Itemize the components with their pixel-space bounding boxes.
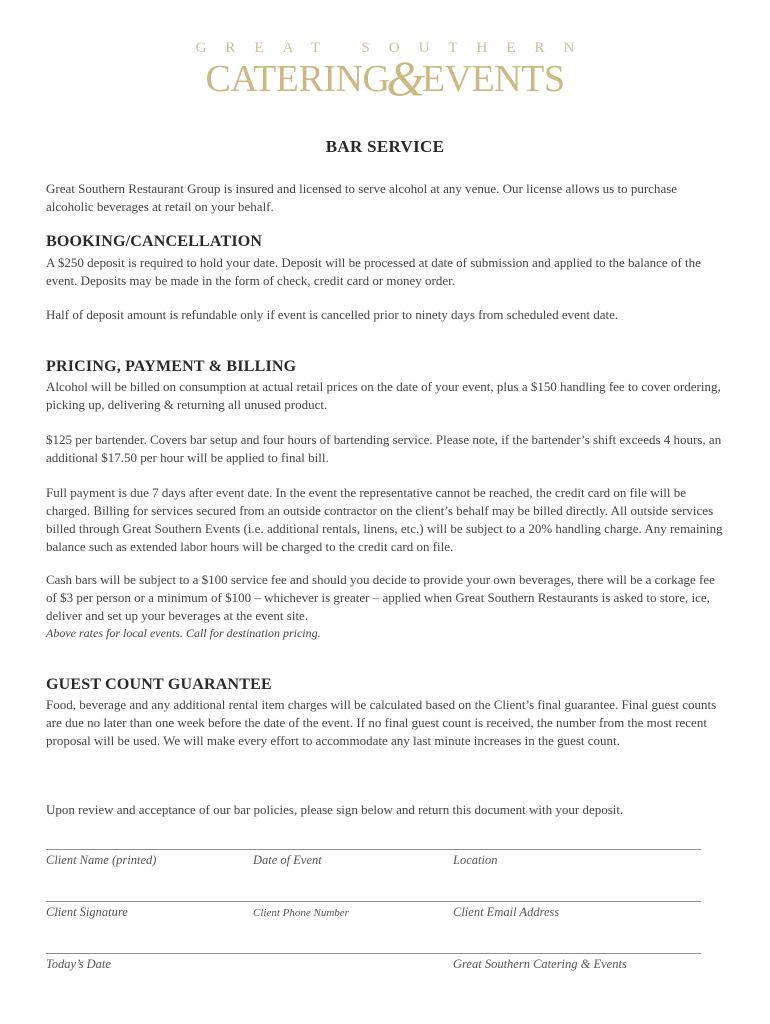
- logo-right-text: EVENTS: [421, 58, 565, 100]
- booking-heading: BOOKING/CANCELLATION: [46, 233, 263, 250]
- signature-line-row-3: [46, 953, 701, 954]
- pricing-note: Above rates for local events. Call for destination pricing.: [46, 626, 321, 640]
- client-signature-label: Client Signature: [46, 905, 128, 919]
- logo-left-text: CATERING: [205, 58, 390, 100]
- location-label: Location: [453, 853, 498, 867]
- booking-paragraph-2: Half of deposit amount is refundable only if event is cancelled prior to ninety days from scheduled event date.: [46, 307, 619, 322]
- client-phone-label: Client Phone Number: [253, 907, 349, 919]
- guest-heading: GUEST COUNT GUARANTEE: [46, 676, 272, 693]
- signature-line-row-2: [46, 901, 701, 902]
- booking-paragraph-1: A $250 deposit is required to hold your date. Deposit will be processed at date of submission and applied to the balance of the event. Deposits may be made in the form of check, credit card or money order.: [46, 255, 701, 288]
- date-of-event-label: Date of Event: [253, 853, 322, 867]
- pricing-paragraph-4: Cash bars will be subject to a $100 service fee and should you decide to provide your own beverages, there will be a corkage fee of $3 per person or a minimum of $100 – whichever is greater – applied when Great Southern Restaurants is asked to store, ice, deliver and set up your beverages at the event site.: [46, 572, 715, 623]
- acceptance-text: Upon review and acceptance of our bar policies, please sign below and return this document with your deposit.: [46, 802, 624, 817]
- pricing-heading: PRICING, PAYMENT & BILLING: [46, 358, 297, 375]
- guest-paragraph-1: Food, beverage and any additional rental item charges will be calculated based on the Client’s final guarantee. Final guest counts are due no later than one week before the date of the event. If no final guest count is received, the number from the most recent proposal will be used. We will make every effort to accommodate any last minute increases in the guest count.: [46, 697, 717, 748]
- client-name-label: Client Name (printed): [46, 853, 157, 867]
- pricing-paragraph-2: $125 per bartender. Covers bar setup and four hours of bartending service. Please note, if the bartender’s shift exceeds 4 hours, an additional $17.50 per hour will be applied to final bill.: [46, 432, 722, 465]
- logo-top-text: GREAT SOUTHERN: [195, 40, 594, 56]
- pricing-paragraph-1: Alcohol will be billed on consumption at actual retail prices on the date of your event, plus a $150 handling fee to cover ordering, picking up, delivering & returning all unused product.: [46, 379, 721, 412]
- page-title: BAR SERVICE: [325, 137, 445, 156]
- logo-ampersand: &: [386, 50, 425, 106]
- company-logo: [0, 38, 770, 106]
- pricing-paragraph-3: Full payment is due 7 days after event date. In the event the representative cannot be reached, the credit card on file will be charged. Billing for services secured from an outside contractor on the client’s behalf may be billed directly. All outside services billed through Great Southern Events (i.e. additional rentals, linens, etc.) will be subject to a 20% handling charge. Any remaining balance such as extended labor hours will be charged to the credit card on file.: [46, 485, 723, 554]
- intro-paragraph: Great Southern Restaurant Group is insured and licensed to serve alcohol at any venue. Our license allows us to purchase alcoholic beverages at retail on your behalf.: [46, 181, 678, 214]
- todays-date-label: Today’s Date: [46, 957, 111, 971]
- signature-line-row-1: [46, 849, 701, 850]
- company-signature-label: Great Southern Catering & Events: [453, 957, 627, 971]
- client-email-label: Client Email Address: [453, 905, 560, 919]
- logo-main-text: [0, 50, 770, 106]
